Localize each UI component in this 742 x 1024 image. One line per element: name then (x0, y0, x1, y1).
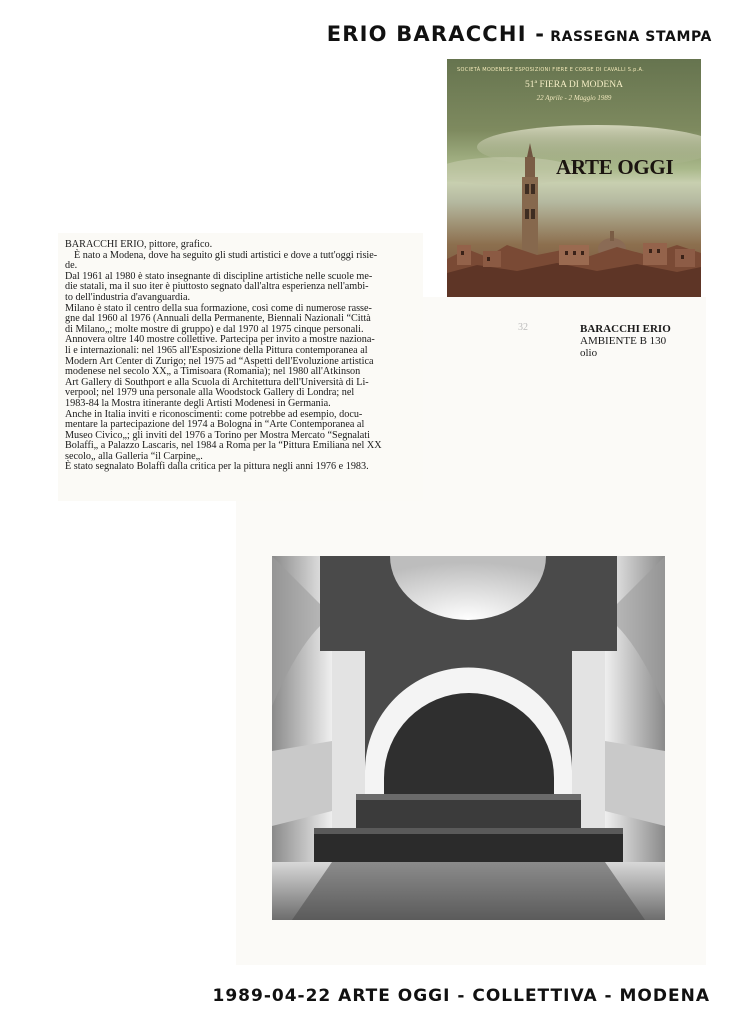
biography-line: verpool; nel 1979 una personale alla Woodstock Gallery di Londra; nel (65, 387, 355, 399)
biography-line: Anche in Italia inviti e riconoscimenti: come potrebbe ad esempio, docu- (65, 408, 363, 420)
biography-line: È stato segnalato Bolaffi dalla critica per la pittura negli anni 1976 e 1983. (65, 461, 369, 473)
page-footer: 1989-04-22 ARTE OGGI - COLLETTIVA - MODENA (212, 986, 710, 1006)
biography-line: modenese nel secolo XX„ a Timisoara (Romania); nel 1980 all'Atkinson (65, 366, 361, 378)
cover-title: ARTE OGGI (556, 155, 674, 179)
page-header (0, 22, 712, 46)
biography-line: Bolaffi„ a Palazzo Lascaris, nel 1984 a Roma per la “Pittura Emiliana nel XX (65, 440, 382, 452)
architectural-painting (272, 556, 665, 920)
biography-line: die statali, ma il suo iter è piuttosto segnato dall'altra esperienza nell'ambi- (65, 281, 369, 293)
biography-line: BARACCHI ERIO, pittore, grafico. (65, 239, 213, 250)
biography-line: gne dal 1960 al 1976 (Annuali della Permanente, Biennali Nazionali “Città (65, 313, 371, 325)
page-mark: 32 (518, 322, 528, 333)
catalog-cover (447, 59, 701, 297)
artwork-caption (580, 323, 671, 359)
header-title: ERIO BARACCHI - (326, 22, 546, 46)
biography-line: Museo Civico„; gli inviti del 1976 a Torino per Mostra Mercato “Segnalati (65, 429, 370, 441)
biography-line: Annovera oltre 140 mostre collettive. Partecipa per invito a mostre naziona- (65, 334, 375, 346)
biography-line: mentare la partecipazione del 1974 a Bologna in “Arte Contemporanea al (65, 419, 365, 431)
biography-line: de. (65, 260, 78, 272)
biography-line: to dell'industria d'avanguardia. (65, 291, 191, 303)
biography-text (65, 240, 415, 473)
header-subtitle: RASSEGNA STAMPA (550, 29, 712, 45)
artist-name: BARACCHI ERIO (580, 323, 671, 335)
biography-line: 1983-84 la Mostra itinerante degli Artisti Modenesi in Germania. (65, 397, 331, 409)
biography-line: Milano è stato il centro della sua formazione, così come di numerose rasse- (65, 302, 372, 314)
biography-line: Dal 1961 al 1980 è stato insegnante di discipline artistiche nelle scuole me- (65, 270, 373, 282)
biography-line: secolo„ alla Galleria “il Carpine„. (65, 450, 203, 462)
stand-location: AMBIENTE B 130 (580, 335, 667, 347)
artwork-image (272, 556, 665, 920)
biography-line: Art Gallery di Southport e alla Scuola di Architettura dell'Università di Li- (65, 376, 369, 388)
artwork-medium: olio (580, 347, 598, 359)
cover-publisher: SOCIETÀ MODENESE ESPOSIZIONI FIERE E CORSE DI CAVALLI S.p.A. (457, 67, 644, 73)
biography-line: di Milano„; molte mostre di gruppo) e dal 1970 al 1975 cinque personali. (65, 323, 364, 335)
biography-line: È nato a Modena, dove ha seguito gli studi artistici e dove a tutt'oggi risie- (74, 249, 378, 261)
biography-line: li e internazionali: nel 1965 all'Esposizione della Pittura contemporanea al (65, 344, 368, 356)
biography-line: Modern Art Center di Zurigo; nel 1975 ad “Aspetti dell'Evoluzione artistica (65, 355, 374, 367)
cover-dates: 22 Aprile - 2 Maggio 1989 (536, 94, 612, 102)
cover-fair-name: 51ª FIERA DI MODENA (525, 80, 623, 90)
